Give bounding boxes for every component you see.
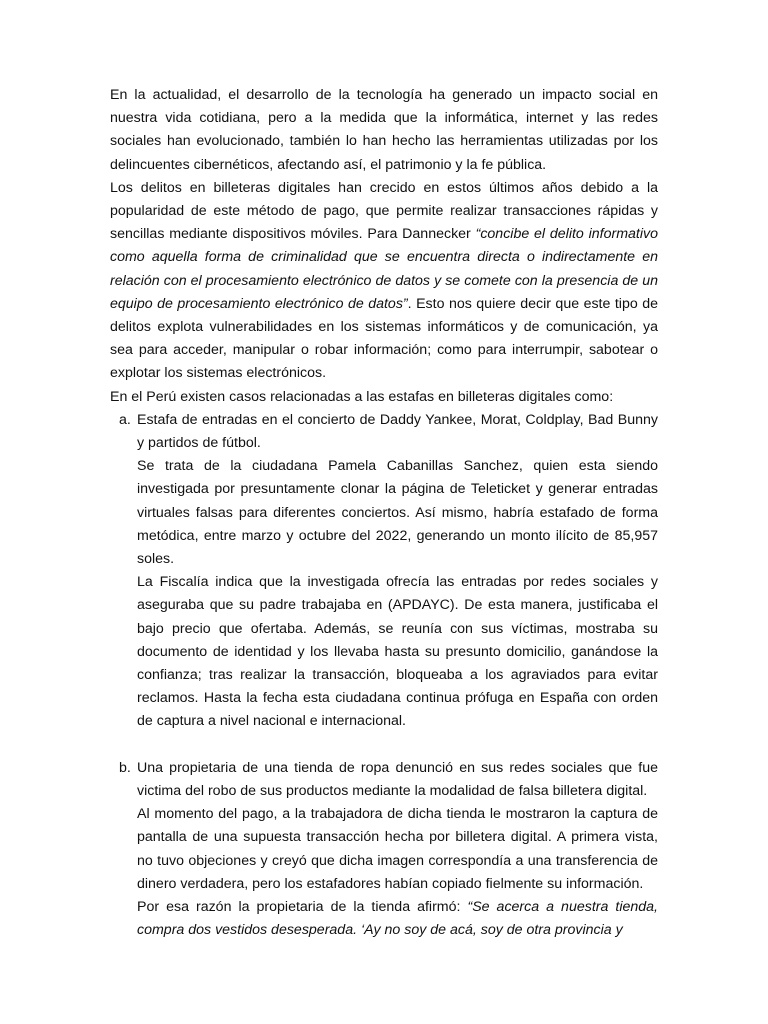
case-b-title: Una propietaria de una tienda de ropa denunció en sus redes sociales que fue victima del robo de sus productos mediante la modalidad de falsa billetera digital. xyxy=(137,759,658,800)
list-marker-b: b. xyxy=(119,759,131,776)
case-item-a xyxy=(110,409,658,734)
intro-paragraph-2-start: Los delitos en billeteras digitales han crecido en estos últimos años debido a la popularidad de este método de pago, que permite realizar transacciones rápidas y sencillas mediante dispositivos móviles. Para Dannecker xyxy=(110,179,658,243)
case-b-paragraph-2 xyxy=(137,896,658,942)
list-marker-a: a. xyxy=(119,411,131,428)
blank-line xyxy=(110,734,658,757)
intro-paragraph-3: En el Perú existen casos relacionadas a las estafas en billeteras digitales como: xyxy=(110,388,614,405)
case-b-paragraph-2-start: Por esa razón la propietaria de la tienda afirmó: xyxy=(137,899,468,916)
case-a-paragraph-2: La Fiscalía indica que la investigada ofrecía las entradas por redes sociales y aseguraba que su padre trabajaba en (APDAYC). De esta manera, justificaba el bajo precio que ofertaba. Además, se reunía con sus víctimas, mostraba su documento de identidad y los llevaba hasta su presunto domicilio, ganándose la confianza; tras realizar la transacción, bloqueaba a los agraviados para evitar reclamos. Hasta la fecha esta ciudadana continua prófuga en España con orden de captura a nivel nacional e internacional. xyxy=(137,574,658,730)
cases-list xyxy=(110,409,658,943)
intro-paragraph-1: En la actualidad, el desarrollo de la tecnología ha generado un impacto social en nuestra vida cotidiana, pero a la medida que la informática, internet y las redes sociales han evolucionado, también lo han hecho las herramientas utilizadas por los delincuentes cibernéticos, afectando así, el patrimonio y la fe pública. xyxy=(110,87,658,173)
case-b-paragraph-1: Al momento del pago, a la trabajadora de dicha tienda le mostraron la captura de pantalla de una supuesta transacción hecha por billetera digital. A primera vista, no tuvo objeciones y creyó que dicha imagen correspondía a una transferencia de dinero verdadera, pero los estafadores habían copiado fielmente su información. xyxy=(137,806,658,892)
intro-paragraph-2 xyxy=(110,177,658,386)
intro-paragraph-2-end: . Esto nos quiere decir que este tipo de delitos explota vulnerabilidades en los sistemas informáticos y de comunicación, ya sea para acceder, manipular o robar información; como para interrumpir, sabotear o explotar los sistemas electrónicos. xyxy=(110,295,658,382)
case-item-b xyxy=(110,757,658,943)
case-a-paragraph-1: Se trata de la ciudadana Pamela Cabanillas Sanchez, quien esta siendo investigada por presuntamente clonar la página de Teleticket y generar entradas virtuales falsas para diferentes conciertos. Así mismo, habría estafado de forma metódica, entre marzo y octubre del 2022, generando un monto ilícito de 85,957 soles. xyxy=(137,458,658,568)
document-page xyxy=(110,84,658,943)
case-a-title: Estafa de entradas en el concierto de Daddy Yankee, Morat, Coldplay, Bad Bunny y partidos de fútbol. xyxy=(137,411,658,452)
owner-quote: “Se acerca a nuestra tienda, compra dos vestidos desesperada. ‘Ay no soy de acá, soy de otra provincia y xyxy=(137,899,658,939)
dannecker-quote: “concibe el delito informativo como aquella forma de criminalidad que se encuentra directa o indirectamente en relación con el procesamiento electrónico de datos y se comete con la presencia de un equipo de procesamiento electrónico de datos” xyxy=(110,226,658,312)
